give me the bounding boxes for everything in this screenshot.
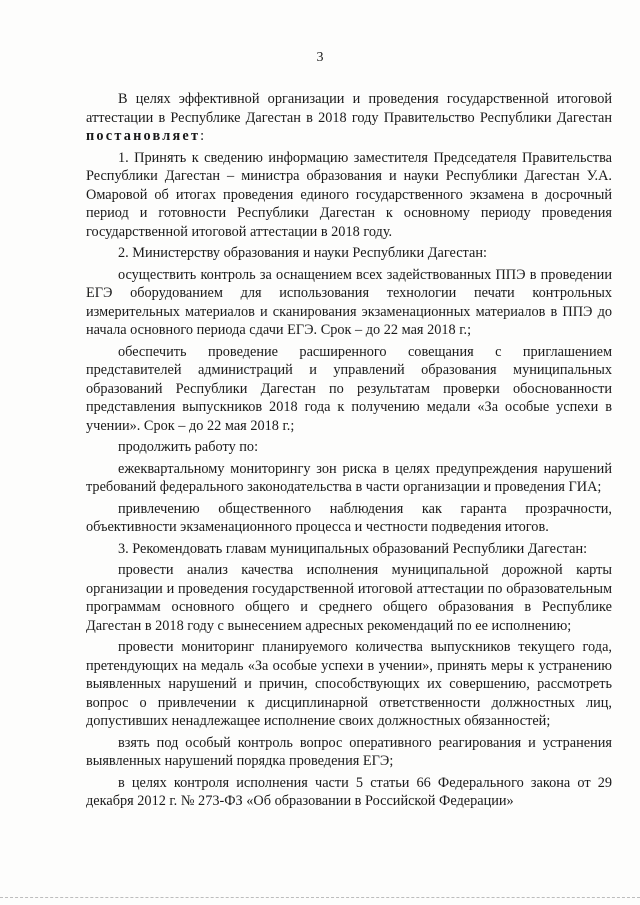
intro-text: В целях эффективной организации и проведения государственной итоговой аттестации в Республике Дагестан в 2018 году Правительство Республики Дагестан — [86, 91, 612, 126]
paragraph-2-item-continue: продолжить работу по: — [118, 439, 259, 455]
paragraph-2-item-ppe-control: осуществить контроль за оснащением всех задействованных ППЭ в проведении ЕГЭ оборудованием для использования технологии печати контрольных измерительных материалов и сканирования экзаменационных материалов в ППЭ до начала основного периода сдачи ЕГЭ. Срок – до 22 мая 2018 г.; — [86, 266, 612, 338]
paragraph-1: 1. Принять к сведению информацию заместителя Председателя Правительства Республики Дагестан – министра образования и науки Республики Дагестан У.А. Омаровой об итогах проведения единого государственного экзамена в досрочный период и готовности Республики Дагестан к основному периоду проведения государственной итоговой аттестации в 2018 году. — [86, 149, 612, 240]
paragraph-2-subitem-observers: привлечению общественного наблюдения как гаранта прозрачности, объективности экзаменационного процесса и честности подведения итогов. — [86, 500, 612, 535]
paragraph-2-item-meeting: обеспечить проведение расширенного совещания с приглашением представителей администраций и управлений образования муниципальных образований Республики Дагестан по результатам проверки обоснованности представления выпускников 2018 года к получению медали «За особые успехи в учении». Срок – до 22 мая 2018 г.; — [86, 343, 612, 434]
paragraph-3-item-medal-monitoring: провести мониторинг планируемого количества выпускников текущего года, претендующих на медаль «За особые успехи в учении», принять меры к устранению выявленных нарушений и причин, способствующих их совершению, рассмотреть вопрос о привлечении к дисциплинарной ответственности должностных лиц, допустивших ненадлежащее исполнение своих должностных обязанностей; — [86, 639, 612, 729]
paragraph-2-subitem-monitoring: ежеквартальному мониторингу зон риска в целях предупреждения нарушений требований федерального законодательства в части организации и проведения ГИА; — [86, 460, 612, 495]
page-number: 3 — [316, 50, 324, 65]
scan-bottom-edge — [0, 897, 640, 899]
paragraph-3-item-law-control: в целях контроля исполнения части 5 статьи 66 Федерального закона от 29 декабря 2012 г. № 273-ФЗ «Об образовании в Российской Федерации» — [86, 774, 612, 809]
document-body — [86, 90, 612, 811]
paragraph-2-heading: 2. Министерству образования и науки Республики Дагестан: — [118, 245, 487, 261]
intro-paragraph — [86, 90, 612, 146]
paragraph-3-heading: 3. Рекомендовать главам муниципальных образований Республики Дагестан: — [118, 540, 588, 557]
resolution-keyword: постановляет — [86, 128, 201, 144]
intro-colon: : — [200, 128, 205, 144]
paragraph-3-item-analysis: провести анализ качества исполнения муниципальной дорожной карты организации и проведения государственной итоговой аттестации по образовательным программам основного общего и среднего общего образования в Республике Дагестан в 2018 году с вынесением адресных рекомендаций по ее исполнению; — [86, 562, 612, 634]
paragraph-3-item-special-control: взять под особый контроль вопрос оперативного реагирования и устранения выявленных нарушений порядка проведения ЕГЭ; — [86, 734, 612, 769]
